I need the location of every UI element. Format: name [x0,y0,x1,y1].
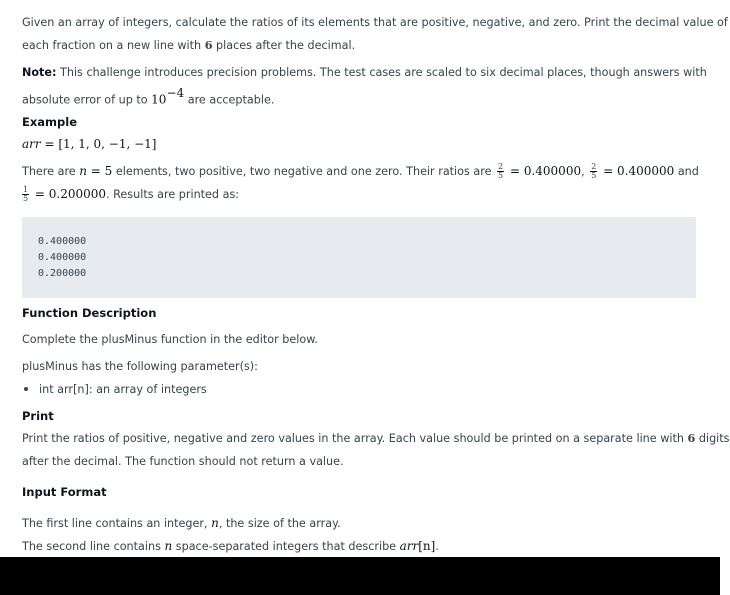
ratio-value-3: = 0.200000 [31,187,107,201]
note-text-3: are acceptable. [184,93,275,107]
intro-line-1 [22,11,728,34]
example-text-2: elements, two positive, two negative and one zero. Their ratios are [112,165,496,178]
ratio-value-2: = 0.400000 [599,164,675,178]
note-text-2: absolute error of up to [22,93,152,107]
example-text-1: There are [22,165,80,178]
output-line: 0.400000 [38,252,87,263]
bullet-dot [24,387,28,391]
arr-index: [n] [418,539,436,553]
print-line-2: after the decimal. The function should not return a value. [22,455,344,468]
arr-variable: arr [399,539,419,553]
note-error-base: 10 [151,92,167,107]
note-line-2 [22,84,274,112]
output-line: 0.400000 [38,236,87,247]
function-description-line-2: plusMinus has the following parameter(s): [22,360,258,373]
function-description-line-1: Complete the plusMinus function in the editor below. [22,333,318,346]
input-format-line-2 [22,535,439,558]
intro-places-number: 6 [204,38,213,52]
print-digits-number: 6 [687,431,696,445]
intro-text-2: each fraction on a new line with [22,39,205,52]
input-text-3: The second line contains [22,540,165,553]
output-line: 0.200000 [38,268,87,279]
n-variable: n [79,164,87,178]
ratio-fraction-3: $\frac{1}{5}$ [23,184,29,203]
note-text: This challenge introduces precision problems. The test cases are scaled to six decimal places, though answers with [56,66,707,79]
arr-variable: arr [22,137,41,151]
function-description-heading: Function Description [22,306,157,320]
n-value: = 5 [86,164,113,178]
input-text-1: The first line contains an integer, [22,517,212,530]
example-output-block [22,217,696,298]
example-text-3: . Results are printed as: [106,188,240,201]
example-heading: Example [22,115,77,129]
n-variable: n [211,516,219,530]
ratio-fraction-2: $\frac{2}{5}$ [591,161,597,180]
print-text-1: Print the ratios of positive, negative and zero values in the array. Each value should be printed on a separate line with [22,432,688,445]
input-format-line-1 [22,512,341,535]
arr-value: = [1, 1, 0, −1, −1] [40,137,157,151]
comma: , [581,165,589,178]
intro-line-2 [22,34,355,57]
print-text-2: digits [695,432,730,445]
period: . [435,540,439,553]
bottom-black-bar [0,557,720,595]
intro-text-3: places after the decimal. [212,39,356,52]
print-line-1 [22,427,730,450]
n-variable: n [164,539,173,553]
note-error-exponent: −4 [166,86,185,100]
input-format-heading: Input Format [22,485,107,499]
note-line-1 [22,61,707,84]
input-text-2: , the size of the array. [218,517,341,530]
example-line-1 [22,160,699,183]
intro-text: Given an array of integers, calculate the ratios of its elements that are positive, negative, and zero. Print the decimal value of [22,16,728,29]
print-heading: Print [22,409,54,423]
ratio-fraction-1: $\frac{2}{5}$ [498,161,504,180]
note-label: Note: [22,66,57,79]
input-text-4: space-separated integers that describe [172,540,400,553]
parameter-item: int arr[n]: an array of integers [39,383,207,396]
and-text: and [674,165,699,178]
example-array [22,133,157,156]
ratio-value-1: = 0.400000 [506,164,582,178]
example-line-2 [22,183,239,206]
